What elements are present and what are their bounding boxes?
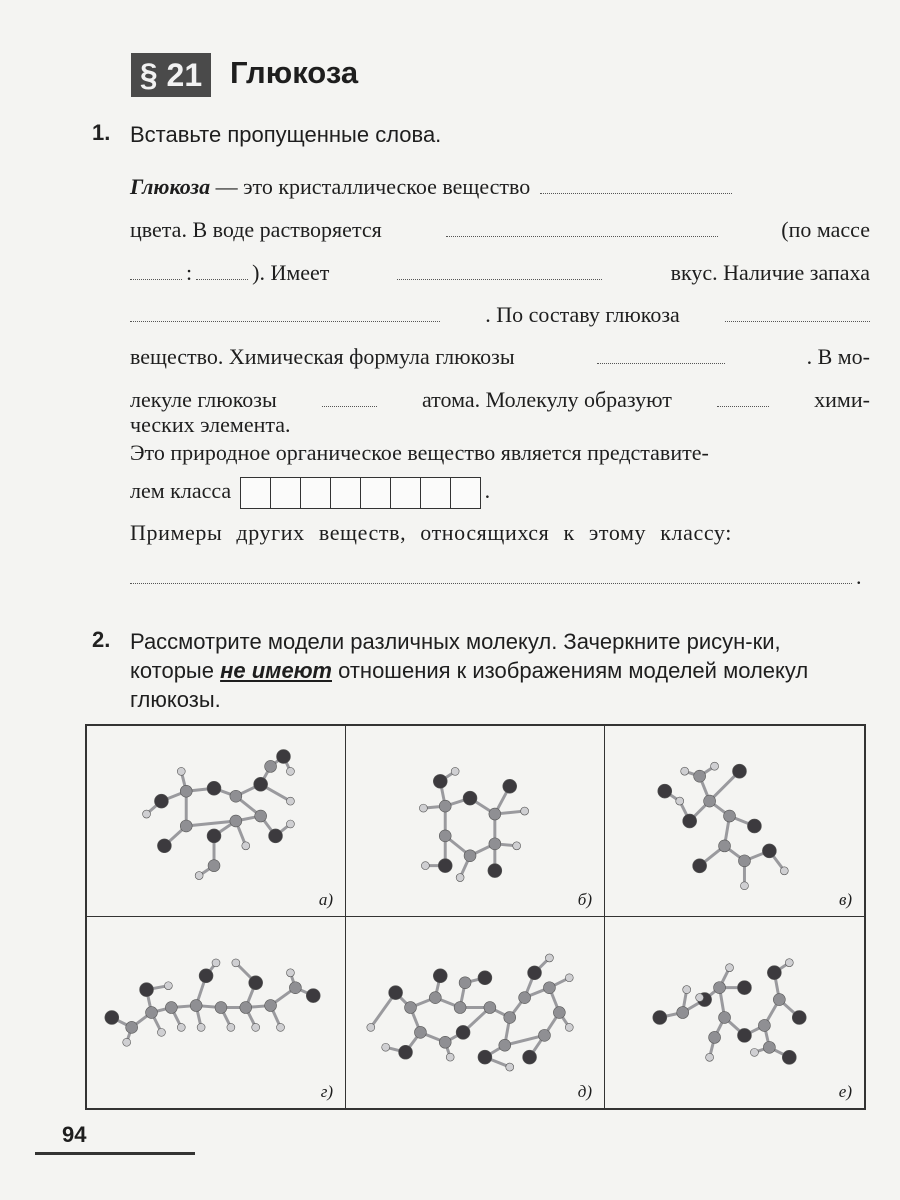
atom [782, 1050, 796, 1064]
atom [758, 1019, 770, 1031]
task-2-text-b: отношения к изображениям моделей молекул глюкозы. [130, 658, 809, 712]
molecule-cell-f[interactable] [605, 917, 864, 1108]
atom [489, 808, 501, 820]
atom [230, 815, 242, 827]
line-6-text-b: атома. Молекулу образуют [421, 387, 672, 412]
blank-smell[interactable] [130, 320, 440, 322]
atom [190, 1000, 202, 1012]
label-b: б) [577, 890, 592, 909]
atom [126, 1021, 138, 1033]
task-1-line-4 [130, 300, 870, 330]
atom [277, 750, 291, 764]
atom [208, 860, 220, 872]
atom [696, 994, 704, 1002]
atom [207, 829, 221, 843]
line-5-text-a: вещество. Химическая формула глюкозы [130, 344, 515, 369]
atom [105, 1011, 119, 1025]
atom [165, 1002, 177, 1014]
task-2-emphasis: не имеют [220, 658, 332, 683]
atom [719, 840, 731, 852]
atom [439, 830, 451, 842]
task-1-line-8: Это природное органическое вещество является представите- [130, 440, 709, 465]
line-5-text-b: . В мо- [806, 344, 870, 369]
colon: : [186, 260, 193, 285]
task-1-number: 1. [92, 120, 111, 145]
atom [519, 992, 531, 1004]
atom [456, 1025, 470, 1039]
atom [414, 1026, 426, 1038]
atom [543, 982, 555, 994]
atom [399, 1045, 413, 1059]
atom [706, 1053, 714, 1061]
letter-box[interactable] [360, 477, 391, 509]
task-1-line-1 [130, 172, 870, 202]
atom [785, 959, 793, 967]
atom [157, 1028, 165, 1036]
atom [683, 986, 691, 994]
page-number-rule [35, 1152, 195, 1155]
letter-box[interactable] [330, 477, 361, 509]
task-1-line-5 [130, 342, 870, 372]
atom [389, 986, 403, 1000]
atom [289, 982, 301, 994]
blank-mass-ratio-2[interactable] [196, 278, 248, 280]
atom [681, 767, 689, 775]
blank-formula[interactable] [597, 362, 725, 364]
molecule-cell-e[interactable] [346, 917, 605, 1108]
task-2-number: 2. [92, 627, 111, 652]
letter-box[interactable] [390, 477, 421, 509]
atom [704, 795, 716, 807]
blank-examples[interactable] [130, 582, 852, 584]
task-1-line-3 [130, 258, 870, 288]
atom [711, 762, 719, 770]
atom [419, 804, 427, 812]
task-2-instruction [130, 627, 868, 714]
atom [676, 797, 684, 805]
letter-box[interactable] [450, 477, 481, 509]
atom [421, 862, 429, 870]
atom [177, 767, 185, 775]
atom [180, 785, 192, 797]
atom [286, 969, 294, 977]
atom [212, 959, 220, 967]
atom [367, 1023, 375, 1031]
letter-box[interactable] [300, 477, 331, 509]
atom [286, 767, 294, 775]
atom [199, 969, 213, 983]
task-1-line-9 [130, 476, 490, 509]
atom [146, 1007, 158, 1019]
atom [750, 1048, 758, 1056]
task-1-line-10 [130, 518, 870, 548]
line-3-text-a: ). Имеет [252, 260, 330, 285]
atom [265, 1000, 277, 1012]
atom [478, 1050, 492, 1064]
molecule-model-f [605, 917, 864, 1108]
atom [737, 981, 751, 995]
atom [714, 982, 726, 994]
atom [265, 760, 277, 772]
atom [242, 842, 250, 850]
atom [306, 989, 320, 1003]
molecule-model-d [87, 917, 345, 1108]
task-2-text-a: Рассмотрите модели различных молекул. Зачеркните рисун-ки, которые [130, 629, 781, 683]
blank-composition[interactable] [725, 320, 870, 322]
letter-box[interactable] [240, 477, 271, 509]
atom [164, 982, 172, 990]
atom [429, 992, 441, 1004]
page-number: 94 [62, 1122, 87, 1147]
line-4-text: . По составу глюкоза [485, 302, 680, 327]
line-9-period: . [484, 478, 491, 503]
atom [719, 1012, 731, 1024]
label-e: д) [577, 1082, 592, 1101]
label-f: е) [838, 1082, 852, 1101]
atom [269, 829, 283, 843]
atom [252, 1023, 260, 1031]
atom [232, 959, 240, 967]
atom [439, 800, 451, 812]
atom [484, 1002, 496, 1014]
blank-color[interactable] [540, 192, 732, 194]
atom [733, 764, 747, 778]
atom [653, 1011, 667, 1025]
blank-mass-ratio-1[interactable] [130, 278, 182, 280]
atom [451, 767, 459, 775]
atom [463, 791, 477, 805]
atom [792, 1011, 806, 1025]
atom [254, 777, 268, 791]
atom [382, 1043, 390, 1051]
atom [255, 810, 267, 822]
molecule-model-a [87, 726, 345, 916]
line-6-text-c: хими- [814, 387, 870, 412]
blank-element-count[interactable] [717, 405, 769, 407]
atom [738, 855, 750, 867]
line-3-text-b: вкус. Наличие запаха [670, 260, 870, 285]
atom [693, 859, 707, 873]
molecule-model-b [346, 726, 604, 916]
atom [553, 1007, 565, 1019]
atom [405, 1002, 417, 1014]
atom [286, 797, 294, 805]
atom [747, 819, 761, 833]
atom [154, 794, 168, 808]
atom [503, 779, 517, 793]
atom [539, 1029, 551, 1041]
atom [499, 1039, 511, 1051]
atom [230, 790, 242, 802]
atom [506, 1063, 514, 1071]
atom [478, 971, 492, 985]
atom [565, 974, 573, 982]
atom [677, 1007, 689, 1019]
molecule-cell-b[interactable] [346, 726, 605, 917]
atom [197, 1023, 205, 1031]
section-title: Глюкоза [230, 55, 359, 90]
blank-atom-count[interactable] [322, 405, 377, 407]
line-6-text-a: лекуле глюкозы [130, 387, 277, 412]
letter-box[interactable] [270, 477, 301, 509]
atom [489, 838, 501, 850]
atom [207, 781, 221, 795]
atom [433, 969, 447, 983]
task-1-line-7: ческих элемента. [130, 412, 291, 437]
line-2-text-b: (по массе [781, 217, 870, 242]
atom [464, 850, 476, 862]
atom [521, 807, 529, 815]
atom [545, 954, 553, 962]
atom [240, 1002, 252, 1014]
atom [780, 867, 788, 875]
atom [737, 1028, 751, 1042]
atom [439, 1036, 451, 1048]
section-number-badge: § 21 [131, 53, 211, 97]
atom [277, 1023, 285, 1031]
line-9-text: лем класса [130, 478, 232, 503]
line-11-period: . [856, 564, 862, 589]
term-glucose: Глюкоза [130, 174, 211, 199]
atom [143, 810, 151, 818]
label-c: в) [838, 890, 852, 909]
atom [195, 872, 203, 880]
blank-solubility[interactable] [446, 235, 718, 237]
atom [763, 1041, 775, 1053]
line-10-text: Примеры других веществ, относящихся к этому классу: [130, 520, 732, 545]
atom [446, 1053, 454, 1061]
task-1-instruction: Вставьте пропущенные слова. [130, 122, 442, 147]
atom [227, 1023, 235, 1031]
atom [286, 820, 294, 828]
molecule-model-c [605, 726, 864, 916]
molecule-models-grid [85, 724, 866, 1110]
atom [438, 859, 452, 873]
atom [249, 976, 263, 990]
atom [157, 839, 171, 853]
atom [762, 844, 776, 858]
atom [683, 814, 697, 828]
atom [773, 994, 785, 1006]
line-1-text: — это кристаллическое вещество [210, 174, 531, 199]
atom [123, 1038, 131, 1046]
atom [488, 864, 502, 878]
answer-letter-boxes[interactable] [241, 477, 481, 509]
letter-box[interactable] [420, 477, 451, 509]
atom [433, 774, 447, 788]
atom [565, 1023, 573, 1031]
atom [528, 966, 542, 980]
atom [456, 874, 464, 882]
atom [658, 784, 672, 798]
molecule-cell-c[interactable] [605, 726, 864, 917]
atom [694, 770, 706, 782]
atom [454, 1002, 466, 1014]
atom [215, 1002, 227, 1014]
atom [180, 820, 192, 832]
molecule-cell-d[interactable] [87, 917, 346, 1108]
atom [459, 977, 471, 989]
label-a: а) [318, 890, 333, 909]
task-1-line-11 [130, 562, 870, 592]
atom [740, 882, 748, 890]
atom [709, 1031, 721, 1043]
atom [724, 810, 736, 822]
atom [504, 1012, 516, 1024]
line-2-text-a: цвета. В воде растворяется [130, 217, 382, 242]
label-d: г) [320, 1082, 333, 1101]
atom [513, 842, 521, 850]
blank-taste[interactable] [397, 278, 602, 280]
atom [767, 966, 781, 980]
atom [523, 1050, 537, 1064]
task-1-line-2 [130, 215, 870, 245]
molecule-cell-a[interactable] [87, 726, 346, 917]
atom [177, 1023, 185, 1031]
atom [140, 983, 154, 997]
atom [726, 964, 734, 972]
molecule-model-e [346, 917, 604, 1108]
